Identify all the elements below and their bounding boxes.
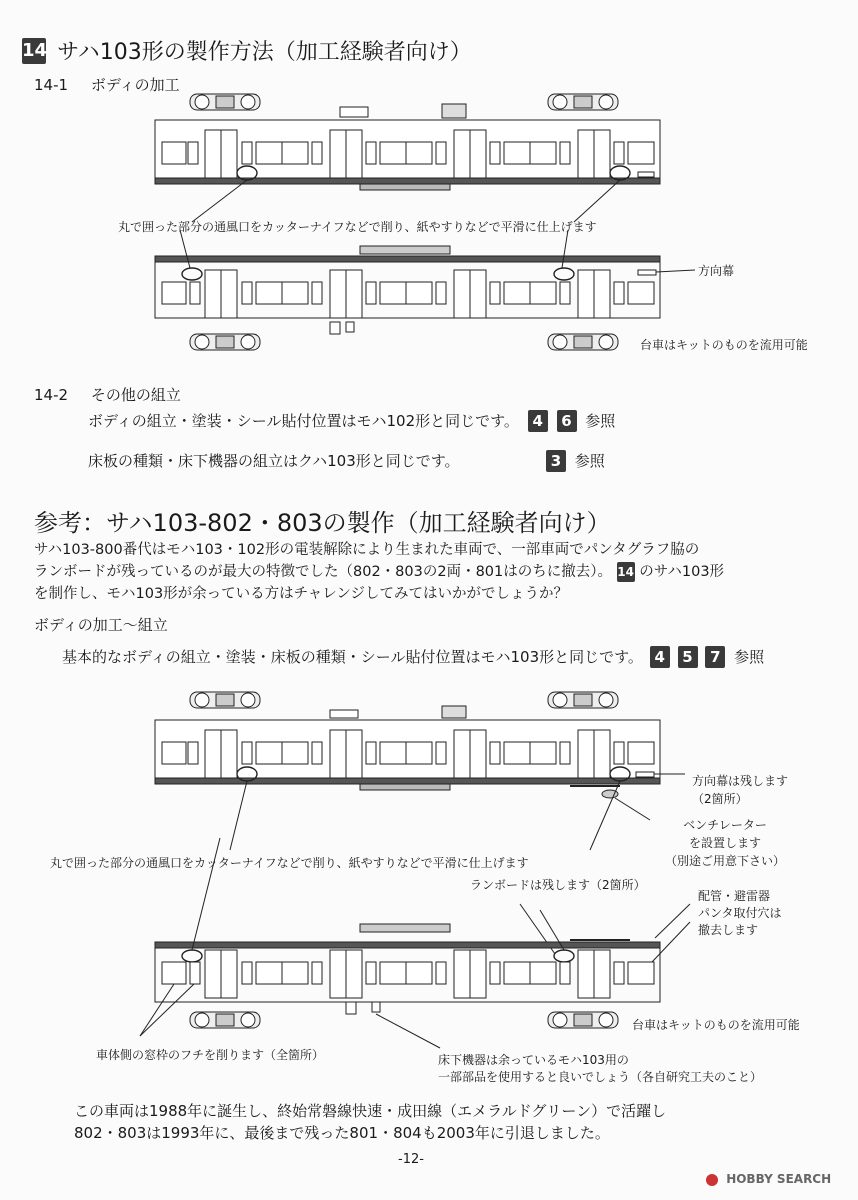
bogie-top-right [548,94,618,110]
ref-suffix: 参照 [574,452,605,470]
reference-title: 参考：サハ103-802・803の製作（加工経験者向け） [34,509,611,537]
bogie-bottom-right [548,1012,618,1028]
section-14-heading [22,35,472,66]
note-line: 床下機器は余っているモハ103用の [438,1053,629,1067]
body-process-heading: ボディの加工～組立 [34,616,168,634]
bogie-label-2: 台車はキットのものを流用可能 [632,1018,800,1032]
ref-badge: 3 [546,450,566,472]
step-number: 14-2 [34,386,69,404]
step-14-2-line-2 [88,450,460,471]
note-line: （2箇所） [692,792,748,806]
bogie-label-1: 台車はキットのものを流用可能 [640,338,808,352]
watermark-text: HOBBY SEARCH [726,1172,832,1186]
train-diagram-1 [150,92,670,202]
step-14-2-line-1 [88,410,615,432]
watermark-logo-icon [706,1174,718,1186]
bogie-top-left [190,94,260,110]
cut-callout-2: 丸で囲った部分の通風口をカッターナイフなどで削り、紙やすりなどで平滑に仕上げます [50,856,529,870]
train-diagram-3 [150,690,680,810]
ref-badge: 4 [528,410,548,432]
window-frame-note: 車体側の窓枠のフチを削ります（全箇所） [96,1048,325,1062]
watermark [706,1172,831,1186]
line-text-tail: のサハ103形 [639,564,725,580]
line-text: 床板の種類・床下機器の組立はクハ103形と同じです。 [88,452,460,470]
ref-suffix: 参照 [585,412,616,430]
bogie-top-left [190,692,260,708]
ref-badge: 6 [557,410,577,432]
step-title: その他の組立 [90,386,181,404]
bogie-bottom-left [190,334,260,350]
bogie-bottom-right [548,334,618,350]
step-14-2-heading [34,384,181,405]
bogie-bottom-left [190,1012,260,1028]
note-line: 方向幕は残します [692,774,789,788]
note-line: 撤去します [698,923,759,937]
note-line: 一部部品を使用すると良いでしょう（各自研究工夫のこと） [438,1070,763,1084]
piping-note [698,888,782,939]
line-text: ランボードが残っているのが最大の特徴でした（802・803の2両・801はのちに撤去）。 [34,564,613,580]
note-line: パンタ取付穴は [698,906,782,920]
section-title: サハ103形の製作方法（加工経験者向け） [57,40,472,65]
reference-para-line-2 [34,560,724,582]
line-text: ボディの組立・塗装・シール貼付位置はモハ102形と同じです。 [88,412,519,430]
note-line: （別途ご用意下さい） [664,854,785,868]
closing-paragraph [74,1100,666,1144]
train-diagram-4 [150,918,670,1038]
underfloor-note [438,1052,762,1086]
ref-badge: 7 [705,646,725,668]
step-14-2-line-2-refs [546,450,605,472]
ref-badge: 5 [678,646,698,668]
runboard-note: ランボードは残します（2箇所） [470,878,646,892]
direction-curtain-label: 方向幕 [698,264,735,278]
cut-callout-1: 丸で囲った部分の通風口をカッターナイフなどで削り、紙やすりなどで平滑に仕上げます [118,220,597,234]
direction-curtain-note [692,772,788,808]
step-title: ボディの加工 [90,76,180,94]
note-line: を設置します [688,836,761,850]
closing-line: 802・803は1993年に、最後まで残った801・804も2003年に引退しました。 [74,1124,610,1142]
body-process-line [62,646,764,668]
ref-badge: 4 [650,646,670,668]
closing-line: この車両は1988年に誕生し、終始常磐線快速・成田線（エメラルドグリーン）で活躍し [74,1102,667,1120]
ref-suffix: 参照 [734,648,765,666]
reference-para-line-3: を制作し、モハ103形が余っている方はチャレンジしてみてはいかがでしょうか？ [34,586,569,602]
bogie-top-right [548,692,618,708]
reference-para-line-1: サハ103-800番代はモハ103・102形の電装解除により生まれた車両で、一部車両でパンタグラフ脇の [34,542,700,558]
section-number-badge: 14 [22,38,46,64]
line-text: 基本的なボディの組立・塗装・床板の種類・シール貼付位置はモハ103形と同じです。 [62,648,643,666]
train-diagram-2 [150,240,710,360]
note-line: ベンチレーター [683,818,767,832]
page-number: -12- [398,1152,424,1167]
note-line: 配管・避雷器 [698,889,771,903]
ventilator-note [660,816,790,870]
step-number: 14-1 [34,76,69,94]
section-ref-badge: 14 [617,562,635,582]
